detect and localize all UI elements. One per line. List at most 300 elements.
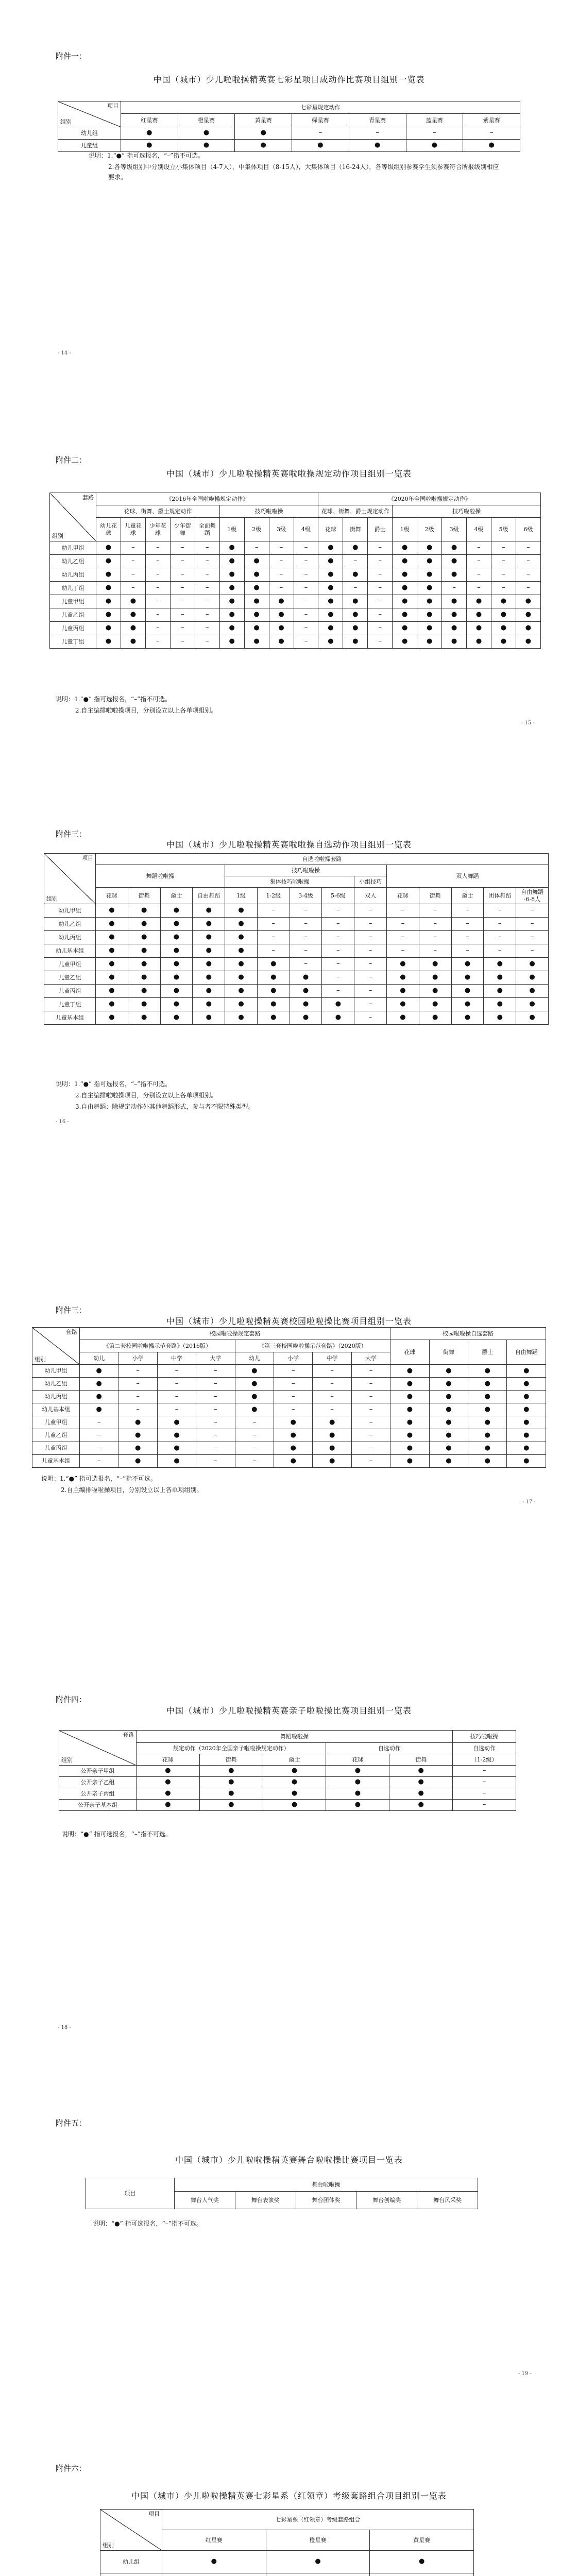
table-cell: –	[196, 1416, 235, 1429]
table-cell: –	[351, 1455, 390, 1468]
table-cell: –	[170, 635, 195, 649]
row-label: 儿童甲组	[50, 595, 96, 608]
table-cell: –	[419, 931, 451, 944]
table-cell: –	[467, 541, 491, 555]
selectable-mark: ●	[199, 1766, 263, 1777]
table-cell: –	[484, 904, 516, 918]
column-header: 1级	[393, 518, 417, 541]
selectable-mark: ●	[96, 971, 128, 985]
table-cell: –	[313, 1403, 351, 1416]
table-cell: –	[257, 944, 290, 958]
table-cell: –	[145, 555, 170, 568]
selectable-mark: ●	[442, 635, 467, 649]
table-cell	[162, 2573, 266, 2576]
selectable-mark: ●	[390, 1416, 429, 1429]
column-header: 紫星赛	[463, 114, 520, 127]
selectable-mark: ●	[193, 918, 225, 931]
selectable-mark: ●	[343, 622, 368, 635]
selectable-mark: ●	[244, 555, 269, 568]
selectable-mark: ●	[326, 1777, 389, 1788]
table-cell: –	[118, 1391, 157, 1403]
column-header: 花球	[387, 888, 419, 904]
table-row	[50, 582, 541, 595]
table-cell: –	[351, 1429, 390, 1442]
selectable-mark: ●	[128, 958, 160, 971]
selectable-mark: ●	[429, 1403, 468, 1416]
selectable-mark: ●	[235, 140, 292, 152]
column-header: 爵士	[368, 518, 393, 541]
selectable-mark: ●	[484, 985, 516, 998]
selectable-mark: ●	[96, 582, 121, 595]
selectable-mark: ●	[219, 568, 244, 582]
selectable-mark: ●	[390, 1365, 429, 1378]
selectable-mark: ●	[417, 541, 442, 555]
selectable-mark: ●	[219, 595, 244, 608]
column-header: 爵士	[263, 1754, 326, 1766]
selectable-mark: ●	[160, 904, 193, 918]
table-corner-cell	[100, 2510, 162, 2551]
selectable-mark: ●	[417, 608, 442, 622]
sub-header: 集体技巧啦啦操	[225, 876, 354, 888]
row-label: 公开亲子丙组	[59, 1788, 137, 1800]
selectable-mark: ●	[121, 635, 145, 649]
table-cell: –	[516, 582, 540, 595]
table-cell: –	[145, 541, 170, 555]
table-cell: –	[322, 985, 354, 998]
row-label: 儿童乙组	[50, 608, 96, 622]
sub-header: 花球、街舞、爵士规定动作	[318, 505, 393, 518]
selectable-mark: ●	[121, 140, 178, 152]
table-cell: –	[322, 904, 354, 918]
selectable-mark: ●	[442, 622, 467, 635]
column-header: 花球	[137, 1754, 200, 1766]
table-cell: –	[322, 971, 354, 985]
selectable-mark: ●	[137, 1788, 200, 1800]
column-header: 红星赛	[121, 114, 178, 127]
table-cell: –	[343, 582, 368, 595]
selectable-mark: ●	[387, 998, 419, 1011]
table-cell: –	[121, 568, 145, 582]
selectable-mark: ●	[468, 1416, 507, 1429]
selectable-mark: ●	[219, 541, 244, 555]
selectable-mark: ●	[468, 1442, 507, 1455]
row-label: 幼儿甲组	[32, 1365, 80, 1378]
table-cell: –	[274, 1378, 313, 1391]
selectable-mark: ●	[516, 1011, 549, 1025]
selectable-mark: ●	[225, 985, 258, 998]
table-row	[59, 1777, 516, 1788]
selectable-mark: ●	[313, 1442, 351, 1455]
table-cell: –	[491, 582, 516, 595]
table-cell: –	[419, 944, 451, 958]
table-row	[50, 555, 541, 568]
section-attachment-5	[0, 1643, 578, 2040]
sub-header: 《第三套校园啦啦操示范套路》（2020版）	[235, 1340, 390, 1352]
table-cell: –	[354, 958, 387, 971]
selectable-mark: ●	[468, 1378, 507, 1391]
selectable-mark: ●	[235, 1403, 274, 1416]
column-header: 2级	[417, 518, 442, 541]
column-header: 绿星赛	[292, 114, 349, 127]
selectable-mark: ●	[219, 622, 244, 635]
selectable-mark: ●	[96, 985, 128, 998]
selectable-mark: ●	[484, 971, 516, 985]
table-row	[32, 1429, 546, 1442]
selectable-mark: ●	[417, 595, 442, 608]
selectable-mark: ●	[290, 971, 322, 985]
table-cell: –	[195, 555, 219, 568]
selectable-mark: ●	[263, 1777, 326, 1788]
selectable-mark: ●	[96, 998, 128, 1011]
selectable-mark: ●	[484, 1011, 516, 1025]
column-header: 幼儿花球	[96, 518, 121, 541]
column-header: 街舞	[199, 1754, 263, 1766]
table-cell: –	[290, 904, 322, 918]
sub-header: 技巧啦啦操	[219, 505, 318, 518]
table-cell: –	[145, 635, 170, 649]
table-cell: –	[118, 1365, 157, 1378]
selectable-mark: ●	[269, 595, 294, 608]
column-header: 自由舞蹈·6-8人	[516, 888, 549, 904]
selectable-mark: ●	[393, 622, 417, 635]
selectable-mark: ●	[389, 1777, 453, 1788]
selectable-mark: ●	[121, 608, 145, 622]
section-attachment-3	[0, 799, 578, 1221]
section-attachment-4	[0, 1221, 578, 1643]
column-header: 1-2级	[257, 888, 290, 904]
table-cell: –	[516, 918, 549, 931]
row-label: 幼儿组	[100, 2551, 162, 2573]
group-header-a: 舞蹈啦啦操	[137, 1731, 453, 1743]
table-row	[50, 622, 541, 635]
table-cell: –	[235, 1442, 274, 1455]
table-cell: –	[516, 568, 540, 582]
table-cell: –	[463, 127, 520, 140]
column-header: 舞台创编奖	[356, 2192, 417, 2209]
selectable-mark: ●	[235, 127, 292, 140]
table-cell: –	[196, 1378, 235, 1391]
table-title: 中国（城市）少儿啦啦操精英赛校园啦啦操比赛项目组别一览表	[166, 1316, 412, 1326]
selectable-mark: ●	[219, 555, 244, 568]
table-cell: –	[491, 568, 516, 582]
selectable-mark: ●	[128, 971, 160, 985]
table-cell: –	[453, 1777, 516, 1788]
column-header: 3级	[269, 518, 294, 541]
selectable-mark: ●	[417, 635, 442, 649]
table-cell: –	[170, 622, 195, 635]
sub-header: 小组技巧	[354, 876, 387, 888]
selectable-mark: ●	[390, 1403, 429, 1416]
table-cell: –	[322, 918, 354, 931]
table-cell: –	[484, 944, 516, 958]
selectable-mark: ●	[370, 2551, 474, 2573]
table-cell: –	[80, 1416, 118, 1429]
table-cell: –	[368, 622, 393, 635]
table-row	[59, 1788, 516, 1800]
sub-header: 舞蹈啦啦操	[96, 865, 225, 888]
table-cell: –	[145, 582, 170, 595]
table-cell: –	[467, 582, 491, 595]
column-header: 3级	[442, 518, 467, 541]
table-cell: –	[196, 1391, 235, 1403]
table-row	[32, 1403, 546, 1416]
column-header: 5级	[491, 518, 516, 541]
selectable-mark: ●	[244, 568, 269, 582]
selectable-mark: ●	[318, 541, 343, 555]
table-cell: –	[294, 608, 318, 622]
selectable-mark: ●	[292, 140, 349, 152]
table-cell: –	[157, 1391, 196, 1403]
note-line-1: 说明：1.“●” 指可选报名，“–”指不可选。	[56, 1080, 172, 1088]
selectable-mark: ●	[507, 1403, 546, 1416]
column-header: 3-4级	[290, 888, 322, 904]
selectable-mark: ●	[160, 985, 193, 998]
selectable-mark: ●	[160, 1011, 193, 1025]
note-line-1: 说明：1.“●” 指可选报名，“–”指不可选。	[41, 1475, 157, 1482]
table-cell: –	[442, 582, 467, 595]
selectable-mark: ●	[322, 1011, 354, 1025]
selectable-mark: ●	[491, 595, 516, 608]
group-header-b: 《2020年全国啦啦操规定动作》	[318, 493, 541, 505]
selectable-mark: ●	[393, 568, 417, 582]
column-header: 团体舞蹈	[484, 888, 516, 904]
group-header: 七彩星规定动作	[121, 101, 520, 114]
row-label: 幼儿基本组	[32, 1403, 80, 1416]
corner-top-label: 项目	[82, 855, 93, 861]
selectable-mark: ●	[516, 622, 540, 635]
selectable-mark: ●	[419, 998, 451, 1011]
column-header: 1级	[219, 518, 244, 541]
selectable-mark: ●	[393, 555, 417, 568]
selectable-mark: ●	[491, 622, 516, 635]
table-row	[59, 1800, 516, 1811]
table-row	[44, 931, 549, 944]
table-cell: –	[290, 931, 322, 944]
selectable-mark: ●	[451, 1011, 484, 1025]
column-header: 中学	[157, 1352, 196, 1365]
selectable-mark: ●	[390, 1391, 429, 1403]
table-cell: –	[145, 595, 170, 608]
table-cell: –	[516, 944, 549, 958]
table-cell: –	[451, 918, 484, 931]
selectable-mark: ●	[442, 555, 467, 568]
table-cell: –	[351, 1442, 390, 1455]
selectable-mark: ●	[235, 1365, 274, 1378]
table-cell: –	[195, 582, 219, 595]
selectable-mark: ●	[442, 608, 467, 622]
column-header: 大学	[351, 1352, 390, 1365]
table-cell: –	[354, 944, 387, 958]
table-cell: –	[196, 1429, 235, 1442]
sub-header: 《第二套校园啦啦操示范套路》（2016版）	[80, 1340, 235, 1352]
table-cell: –	[294, 568, 318, 582]
column-header: 花球	[390, 1340, 429, 1365]
column-header: 红星赛	[162, 2530, 266, 2551]
selectable-mark: ●	[484, 998, 516, 1011]
table-cell: –	[322, 944, 354, 958]
table-row	[32, 1365, 546, 1378]
table-cell: –	[294, 595, 318, 608]
selectable-mark: ●	[326, 1766, 389, 1777]
selectable-mark: ●	[387, 985, 419, 998]
group-header-b: 校园啦啦操自选套路	[390, 1328, 546, 1340]
selectable-mark: ●	[393, 635, 417, 649]
table-cell: –	[294, 622, 318, 635]
group-header-a: 校园啦啦操规定套路	[80, 1328, 390, 1340]
column-header: 少年街舞	[170, 518, 195, 541]
table-corner-cell	[59, 1731, 137, 1766]
table-cell: –	[294, 541, 318, 555]
table-cell: –	[121, 555, 145, 568]
table-cell: –	[351, 1391, 390, 1403]
selectable-mark: ●	[491, 608, 516, 622]
selectable-mark: ●	[417, 568, 442, 582]
table-cell: –	[467, 555, 491, 568]
table-cell: –	[274, 1403, 313, 1416]
table-cell: –	[269, 582, 294, 595]
selectable-mark: ●	[343, 595, 368, 608]
table-cell: –	[257, 904, 290, 918]
selectable-mark: ●	[137, 1766, 200, 1777]
selectable-mark: ●	[162, 2551, 266, 2573]
column-header: 街舞	[128, 888, 160, 904]
selectable-mark: ●	[157, 1442, 196, 1455]
row-label: 公开亲子甲组	[59, 1766, 137, 1777]
column-header: 幼儿	[80, 1352, 118, 1365]
selectable-mark: ●	[387, 1011, 419, 1025]
selectable-mark: ●	[96, 568, 121, 582]
table-corner-cell	[58, 101, 121, 127]
events-table	[86, 2178, 478, 2209]
events-table	[59, 1730, 516, 1811]
table-cell: –	[80, 1442, 118, 1455]
table-cell: –	[343, 555, 368, 568]
selectable-mark: ●	[507, 1391, 546, 1403]
row-label: 幼儿乙组	[44, 918, 96, 931]
corner-top-label: 项目	[148, 2511, 160, 2517]
attachment-label: 附件五：	[56, 2119, 87, 2128]
table-cell: –	[235, 1455, 274, 1468]
selectable-mark: ●	[96, 608, 121, 622]
selectable-mark: ●	[390, 1429, 429, 1442]
corner-bottom-label: 组别	[60, 118, 72, 126]
table-cell: –	[269, 568, 294, 582]
selectable-mark: ●	[417, 555, 442, 568]
selectable-mark: ●	[96, 555, 121, 568]
column-header: 少年花球	[145, 518, 170, 541]
selectable-mark: ●	[257, 971, 290, 985]
group-header-b: 技巧啦啦操	[453, 1731, 516, 1743]
note-line-3: 3.自由舞蹈：除规定动作外其他舞蹈形式，参与者不限特殊类型。	[75, 1103, 254, 1110]
row-label: 幼儿丙组	[44, 931, 96, 944]
selectable-mark: ●	[193, 985, 225, 998]
selectable-mark: ●	[318, 568, 343, 582]
corner-bottom-label: 组别	[46, 895, 58, 903]
selectable-mark: ●	[225, 998, 258, 1011]
column-header: 舞台风采奖	[417, 2192, 478, 2209]
row-label: 幼儿基本组	[44, 944, 96, 958]
column-header: 自由舞蹈	[193, 888, 225, 904]
selectable-mark: ●	[274, 1442, 313, 1455]
table-row	[32, 1455, 546, 1468]
column-header: 小学	[274, 1352, 313, 1365]
column-header: 橙星赛	[266, 2530, 370, 2551]
table-cell: –	[368, 608, 393, 622]
table-row	[44, 944, 549, 958]
table-cell: –	[368, 635, 393, 649]
table-cell: –	[257, 918, 290, 931]
selectable-mark: ●	[491, 635, 516, 649]
selectable-mark: ●	[128, 918, 160, 931]
selectable-mark: ●	[468, 1391, 507, 1403]
selectable-mark: ●	[343, 635, 368, 649]
table-cell: –	[368, 568, 393, 582]
selectable-mark: ●	[516, 595, 540, 608]
table-cell: –	[290, 918, 322, 931]
table-cell: –	[145, 608, 170, 622]
row-label: 儿童丙组	[44, 985, 96, 998]
selectable-mark: ●	[467, 595, 491, 608]
corner-top-label: 套路	[123, 1732, 134, 1738]
row-label: 幼儿丙组	[50, 568, 96, 582]
selectable-mark: ●	[128, 931, 160, 944]
selectable-mark: ●	[80, 1365, 118, 1378]
table-row	[100, 2573, 474, 2576]
selectable-mark: ●	[507, 1365, 546, 1378]
selectable-mark: ●	[387, 958, 419, 971]
column-header: 舞台团体奖	[296, 2192, 356, 2209]
selectable-mark: ●	[121, 622, 145, 635]
table-cell: –	[196, 1403, 235, 1416]
table-cell: –	[195, 608, 219, 622]
selectable-mark: ●	[160, 918, 193, 931]
selectable-mark: ●	[96, 541, 121, 555]
column-header: 爵士	[451, 888, 484, 904]
selectable-mark: ●	[390, 1455, 429, 1468]
column-header: 小学	[118, 1352, 157, 1365]
table-cell: –	[170, 582, 195, 595]
selectable-mark: ●	[257, 985, 290, 998]
table-cell: –	[453, 1766, 516, 1777]
selectable-mark: ●	[128, 985, 160, 998]
selectable-mark: ●	[290, 985, 322, 998]
table-cell: –	[354, 1011, 387, 1025]
selectable-mark: ●	[419, 971, 451, 985]
selectable-mark: ●	[442, 568, 467, 582]
table-cell: –	[467, 568, 491, 582]
table-cell: –	[516, 555, 540, 568]
selectable-mark: ●	[313, 1429, 351, 1442]
selectable-mark: ●	[468, 1429, 507, 1442]
selectable-mark: ●	[269, 635, 294, 649]
attachment-label: 附件三：	[56, 1306, 87, 1315]
table-cell: –	[235, 1416, 274, 1429]
selectable-mark: ●	[484, 958, 516, 971]
column-header: 青星赛	[349, 114, 406, 127]
sub-header: 规定动作（2020年全国亲子啦啦操规定动作）	[137, 1743, 326, 1754]
row-label: 儿童丙组	[32, 1442, 80, 1455]
selectable-mark: ●	[235, 1378, 274, 1391]
column-header: 黄星赛	[370, 2530, 474, 2551]
table-cell: –	[516, 904, 549, 918]
selectable-mark: ●	[322, 998, 354, 1011]
selectable-mark: ●	[96, 635, 121, 649]
selectable-mark: ●	[137, 1777, 200, 1788]
selectable-mark: ●	[225, 1011, 258, 1025]
selectable-mark: ●	[80, 1391, 118, 1403]
note-line-2: 2.自主编排啦啦操项目，分别设立以上各单项组别。	[61, 1486, 203, 1494]
selectable-mark: ●	[417, 622, 442, 635]
